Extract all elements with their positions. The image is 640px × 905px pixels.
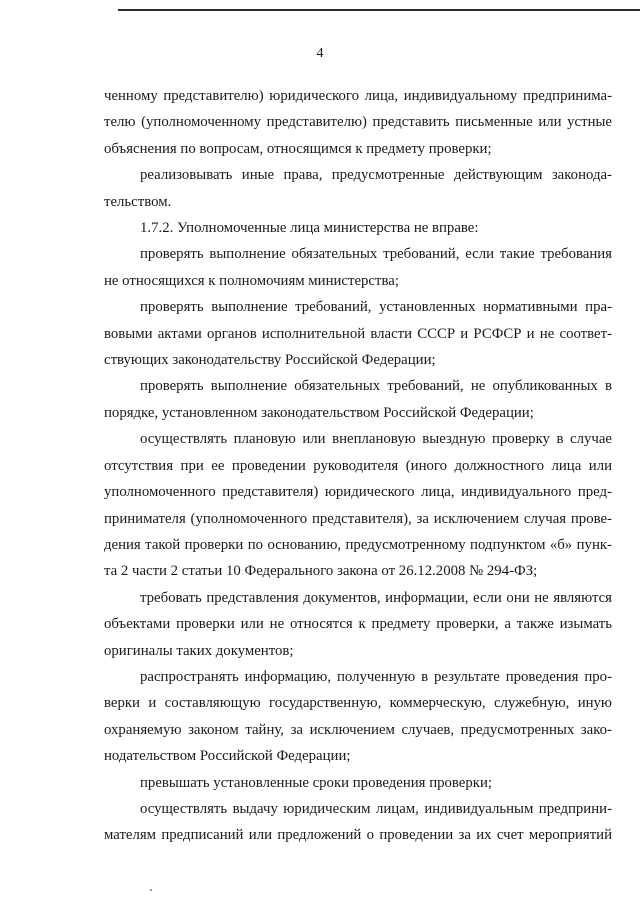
text-line: объектами проверки или не относятся к предмету проверки, а также изымать (104, 616, 612, 633)
text-line: верки и составляющую государственную, коммерческую, служебную, иную (104, 695, 612, 712)
text-line: реализовывать иные права, предусмотренные действующим законода- (140, 167, 612, 184)
text-line: уполномоченного представителя) юридического лица, индивидуального пред- (104, 484, 612, 501)
text-line: оригиналы таких документов; (104, 642, 294, 659)
text-line: превышать установленные сроки проведения проверки; (140, 774, 492, 791)
text-line: не относящихся к полномочиям министерства; (104, 272, 399, 289)
text-line: осуществлять выдачу юридическим лицам, индивидуальным предприни- (140, 800, 612, 817)
text-line: нодательством Российской Федерации; (104, 748, 351, 765)
text-line: та 2 части 2 статьи 10 Федерального закона от 26.12.2008 № 294-ФЗ; (104, 563, 538, 580)
text-line: тельством. (104, 193, 172, 210)
text-line: вовыми актами органов исполнительной власти СССР и РСФСР и не соответ- (104, 325, 612, 342)
text-line: требовать представления документов, информации, если они не являются (140, 589, 612, 606)
text-line: мателям предписаний или предложений о проведении за их счет мероприятий (104, 827, 612, 844)
text-line: телю (уполномоченному представителю) представить письменные или устные (104, 114, 612, 131)
text-line: осуществлять плановую или внеплановую выездную проверку в случае (140, 431, 612, 448)
top-rule (118, 9, 640, 11)
text-line: дения такой проверки по основанию, предусмотренному подпунктом «б» пунк- (104, 536, 612, 553)
text-line: охраняемую законом тайну, за исключением случаев, предусмотренных зако- (104, 721, 612, 738)
text-line: отсутствия при ее проведении руководителя (иного должностного лица или (104, 457, 612, 474)
text-line: принимателя (уполномоченного представителя), за исключением случая прове- (104, 510, 612, 527)
text-line: проверять выполнение обязательных требований, если такие требования (140, 246, 612, 263)
text-line: порядке, установленном законодательством Российской Федерации; (104, 404, 534, 421)
text-line: распространять информацию, полученную в результате проведения про- (140, 668, 612, 685)
text-line: ченному представителю) юридического лица, индивидуальному предпринима- (104, 88, 612, 104)
document-body (104, 83, 612, 849)
text-line: объяснения по вопросам, относящимся к предмету проверки; (104, 140, 492, 157)
scan-speck (150, 889, 152, 891)
page-number: 4 (316, 46, 324, 61)
text-line: ствующих законодательству Российской Федерации; (104, 352, 436, 369)
text-line: проверять выполнение обязательных требований, не опубликованных в (140, 378, 612, 395)
text-line: 1.7.2. Уполномоченные лица министерства не вправе: (140, 220, 479, 237)
text-line: проверять выполнение требований, установленных нормативными пра- (140, 299, 612, 316)
